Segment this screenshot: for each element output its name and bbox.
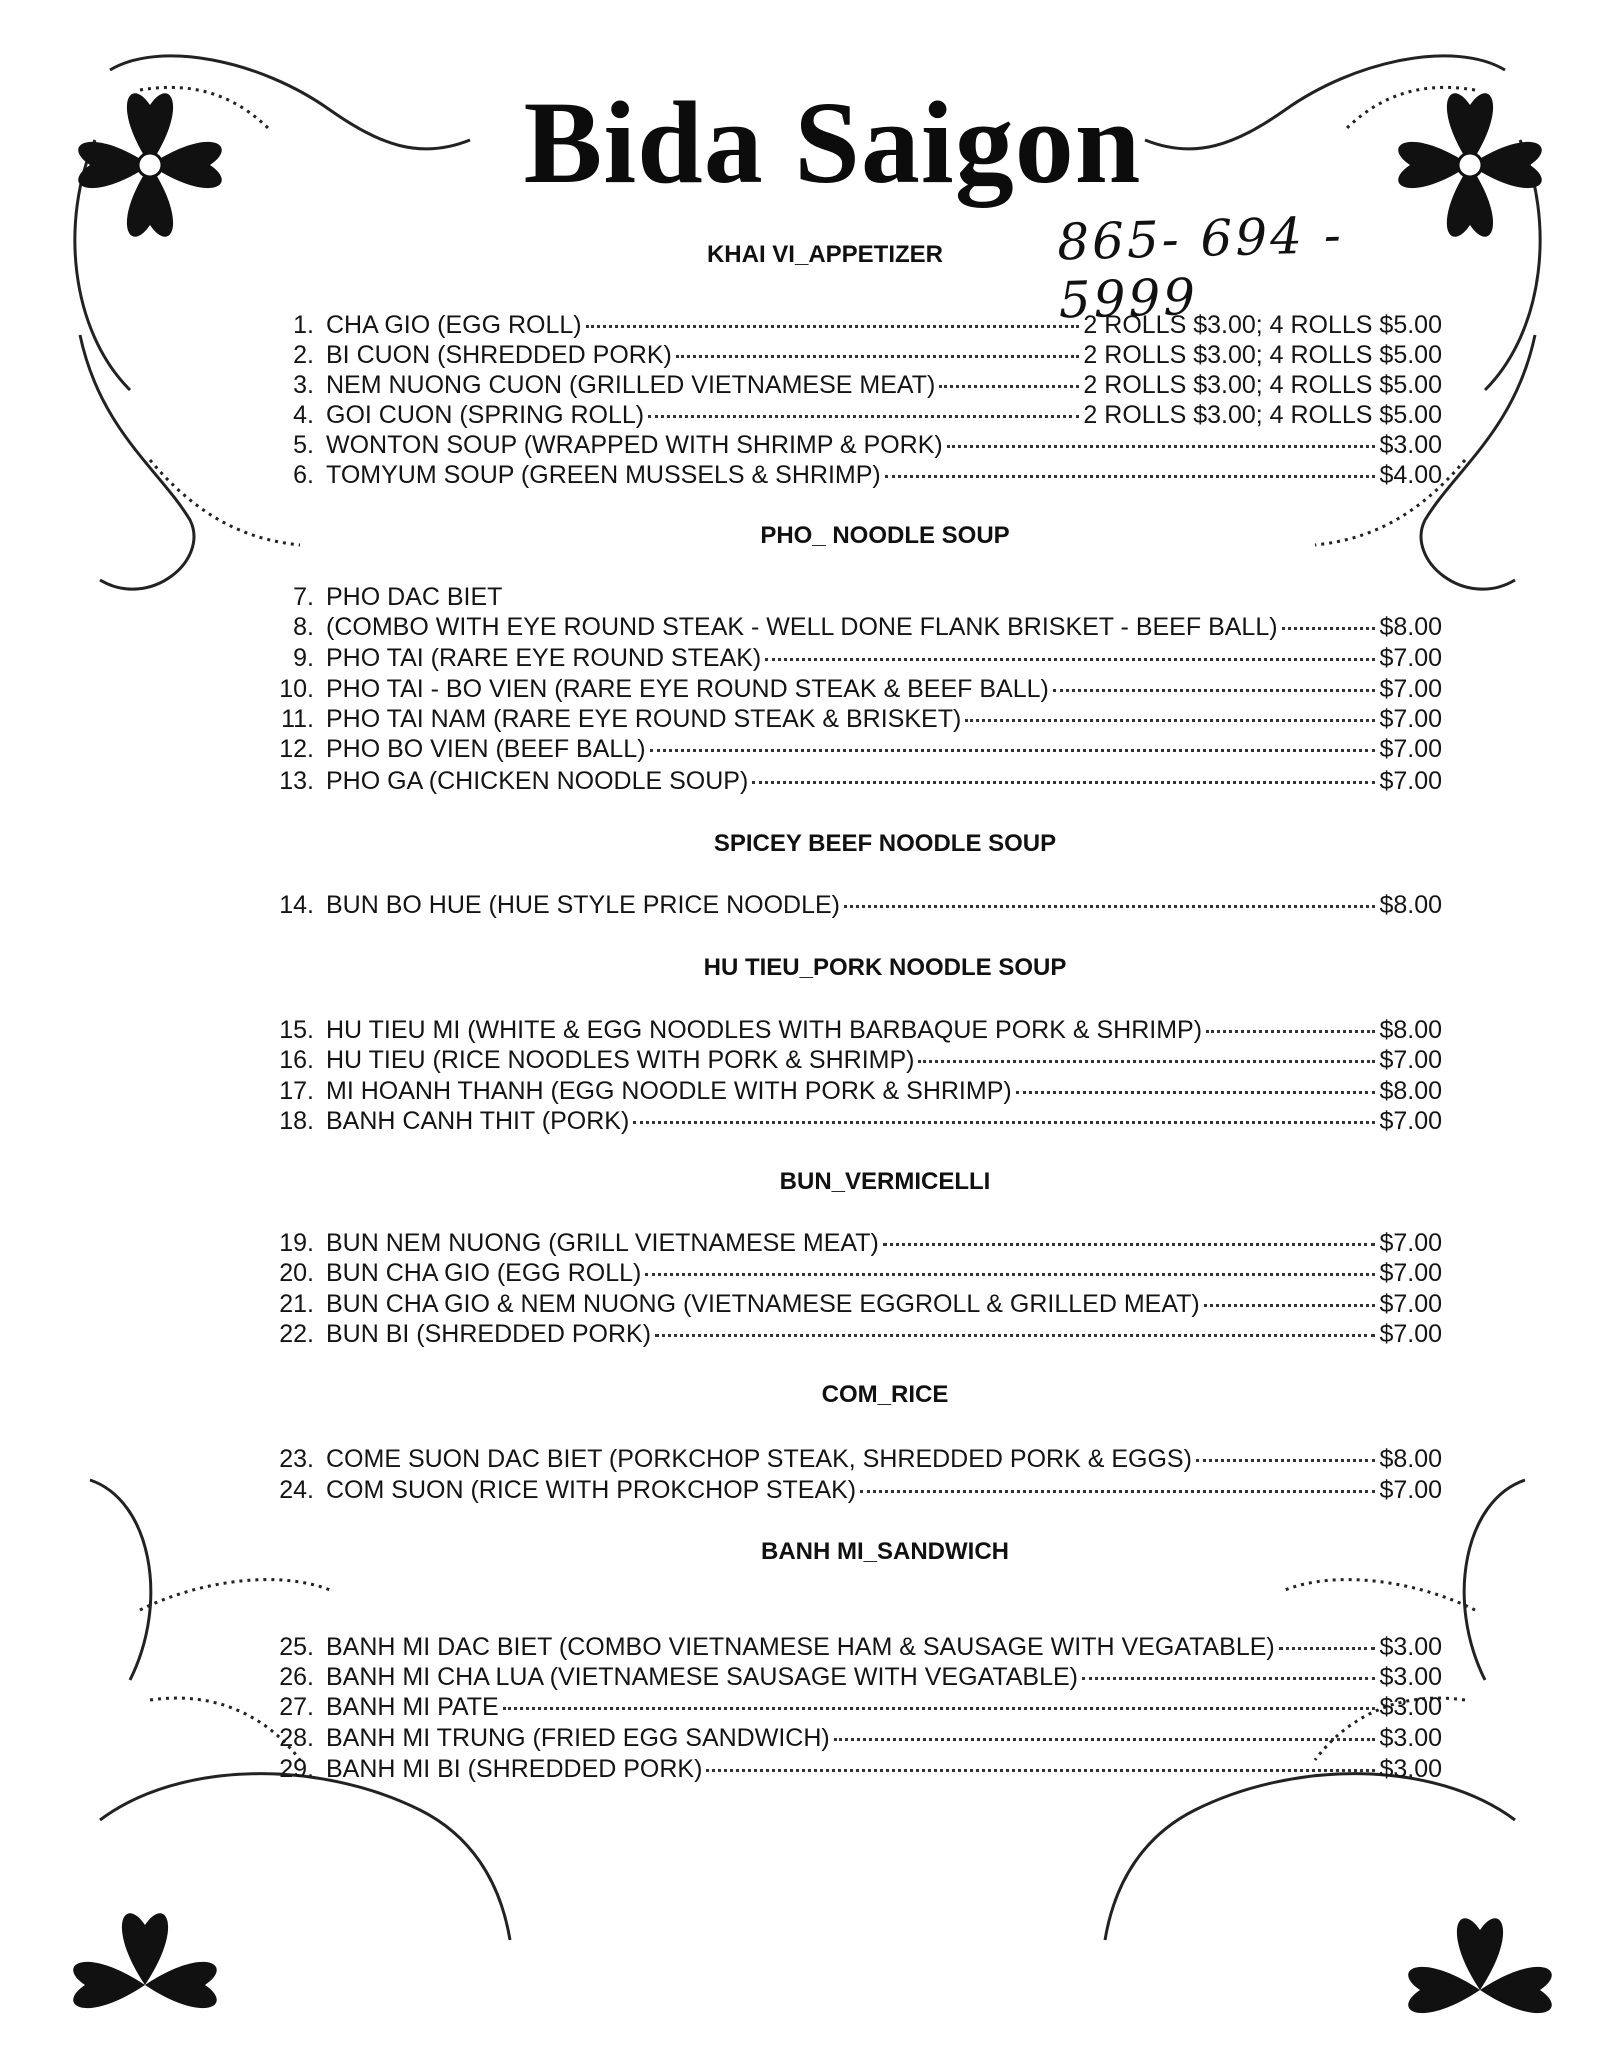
item-number: 7. xyxy=(293,583,314,611)
item-price: $3.00 xyxy=(1379,1724,1442,1752)
item-price: $7.00 xyxy=(1379,1259,1442,1287)
menu-item xyxy=(268,674,1442,704)
section-title-com: COM_RICE xyxy=(821,1381,949,1408)
restaurant-name xyxy=(0,77,1615,208)
item-name: (COMBO WITH EYE ROUND STEAK - WELL DONE FLANK BRISKET - BEEF BALL) xyxy=(326,613,1278,641)
item-name: BUN CHA GIO & NEM NUONG (VIETNAMESE EGGROLL & GRILLED MEAT) xyxy=(326,1290,1200,1318)
leader-dots xyxy=(586,325,1080,328)
item-number: 2. xyxy=(293,341,314,369)
menu-item xyxy=(268,1632,1442,1662)
leader-dots xyxy=(1082,1677,1375,1680)
item-number: 11. xyxy=(281,705,314,733)
menu-item xyxy=(268,1289,1442,1319)
item-number: 25. xyxy=(279,1633,314,1661)
item-number: 6. xyxy=(293,461,314,489)
item-price: 2 ROLLS $3.00; 4 ROLLS $5.00 xyxy=(1083,311,1442,339)
menu-item xyxy=(268,734,1442,764)
item-price: $8.00 xyxy=(1379,1016,1442,1044)
section-title-pho: PHO_ NOODLE SOUP xyxy=(760,522,1010,549)
item-name: BI CUON (SHREDDED PORK) xyxy=(326,341,672,369)
item-name: GOI CUON (SPRING ROLL) xyxy=(326,401,645,429)
leader-dots xyxy=(885,475,1376,478)
menu-item xyxy=(268,1754,1442,1784)
item-name: BUN BO HUE (HUE STYLE PRICE NOODLE) xyxy=(326,891,840,919)
section-title-banh-mi: BANH MI_SANDWICH xyxy=(761,1538,1009,1565)
menu-item xyxy=(268,1045,1442,1075)
item-number: 16. xyxy=(279,1046,314,1074)
item-number: 28. xyxy=(279,1724,314,1752)
item-number: 13. xyxy=(279,767,314,795)
item-price: $7.00 xyxy=(1379,705,1442,733)
leader-dots xyxy=(752,781,1375,784)
item-number: 14. xyxy=(279,891,314,919)
menu-item xyxy=(268,1662,1442,1692)
leader-dots xyxy=(706,1769,1375,1772)
item-price: $8.00 xyxy=(1379,891,1442,919)
menu-item xyxy=(268,704,1442,734)
item-number: 27. xyxy=(279,1693,314,1721)
leader-dots xyxy=(650,749,1376,752)
menu-item xyxy=(268,400,1442,430)
menu-item xyxy=(268,1106,1442,1136)
item-name: WONTON SOUP (WRAPPED WITH SHRIMP & PORK) xyxy=(326,431,943,459)
leader-dots xyxy=(633,1121,1375,1124)
item-name: BANH MI CHA LUA (VIETNAMESE SAUSAGE WITH VEGATABLE) xyxy=(326,1663,1079,1691)
item-name: HU TIEU MI (WHITE & EGG NOODLES WITH BARBAQUE PORK & SHRIMP) xyxy=(326,1016,1203,1044)
menu-item xyxy=(268,1228,1442,1258)
menu-item xyxy=(268,1076,1442,1106)
section-title-bun: BUN_VERMICELLI xyxy=(779,1168,991,1195)
leader-dots xyxy=(645,1273,1375,1276)
leader-dots xyxy=(1206,1030,1375,1033)
item-name: BUN CHA GIO (EGG ROLL) xyxy=(326,1259,642,1287)
item-name: TOMYUM SOUP (GREEN MUSSELS & SHRIMP) xyxy=(326,461,881,489)
item-name: MI HOANH THANH (EGG NOODLE WITH PORK & SHRIMP) xyxy=(326,1077,1012,1105)
leader-dots xyxy=(1279,1647,1376,1650)
item-price: $3.00 xyxy=(1379,1693,1442,1721)
menu-item xyxy=(268,1319,1442,1349)
item-name: BANH MI PATE xyxy=(326,1693,499,1721)
item-name: PHO DAC BIET xyxy=(326,583,503,611)
item-number: 23. xyxy=(279,1445,314,1473)
item-price: $3.00 xyxy=(1379,1663,1442,1691)
item-price: $7.00 xyxy=(1379,644,1442,672)
menu-item xyxy=(268,612,1442,642)
leader-dots xyxy=(1016,1091,1376,1094)
item-number: 20. xyxy=(279,1259,314,1287)
item-number: 1. xyxy=(293,311,314,339)
leader-dots xyxy=(655,1334,1375,1337)
item-name: NEM NUONG CUON (GRILLED VIETNAMESE MEAT) xyxy=(326,371,936,399)
menu-item xyxy=(268,1444,1442,1474)
item-name: PHO TAI (RARE EYE ROUND STEAK) xyxy=(326,644,762,672)
item-price: $3.00 xyxy=(1379,431,1442,459)
item-price: $3.00 xyxy=(1379,1633,1442,1661)
item-price: 2 ROLLS $3.00; 4 ROLLS $5.00 xyxy=(1083,401,1442,429)
leader-dots xyxy=(1053,689,1376,692)
menu-item xyxy=(268,1258,1442,1288)
section-title-hu-tieu: HU TIEU_PORK NOODLE SOUP xyxy=(703,954,1067,981)
menu-item xyxy=(268,430,1442,460)
item-price: 2 ROLLS $3.00; 4 ROLLS $5.00 xyxy=(1083,371,1442,399)
item-price: $7.00 xyxy=(1379,735,1442,763)
item-price: $7.00 xyxy=(1379,1290,1442,1318)
menu-item xyxy=(268,890,1442,920)
item-price: $7.00 xyxy=(1379,1320,1442,1348)
item-name: BANH MI DAC BIET (COMBO VIETNAMESE HAM & SAUSAGE WITH VEGATABLE) xyxy=(326,1633,1275,1661)
item-price: $4.00 xyxy=(1379,461,1442,489)
item-number: 3. xyxy=(293,371,314,399)
menu-item xyxy=(268,340,1442,370)
item-price: $7.00 xyxy=(1379,675,1442,703)
leader-dots xyxy=(844,905,1375,908)
leader-dots xyxy=(834,1738,1376,1741)
menu-item xyxy=(268,1692,1442,1722)
item-number: 12. xyxy=(279,735,314,763)
item-price: $8.00 xyxy=(1379,613,1442,641)
leader-dots xyxy=(918,1060,1375,1063)
item-number: 9. xyxy=(293,644,314,672)
menu-item xyxy=(268,1723,1442,1753)
item-name: PHO TAI - BO VIEN (RARE EYE ROUND STEAK & BEEF BALL) xyxy=(326,675,1049,703)
leader-dots xyxy=(1204,1304,1376,1307)
item-number: 4. xyxy=(293,401,314,429)
item-price: $8.00 xyxy=(1379,1077,1442,1105)
item-number: 18. xyxy=(279,1107,314,1135)
item-name: BANH CANH THIT (PORK) xyxy=(326,1107,630,1135)
leader-dots xyxy=(965,719,1375,722)
leader-dots xyxy=(883,1243,1376,1246)
menu-item xyxy=(268,643,1442,673)
menu-item xyxy=(268,1475,1442,1505)
item-number: 15. xyxy=(279,1016,314,1044)
menu-item xyxy=(268,1015,1442,1045)
leader-dots xyxy=(676,355,1080,358)
section-title-appetizer: KHAI VI_APPETIZER xyxy=(706,241,944,268)
leader-dots xyxy=(939,385,1079,388)
item-number: 19. xyxy=(279,1229,314,1257)
item-name: PHO BO VIEN (BEEF BALL) xyxy=(326,735,646,763)
item-name: PHO TAI NAM (RARE EYE ROUND STEAK & BRISKET) xyxy=(326,705,962,733)
item-number: 24. xyxy=(279,1476,314,1504)
item-number: 5. xyxy=(293,431,314,459)
leader-dots xyxy=(648,415,1079,418)
item-price: $7.00 xyxy=(1379,1229,1442,1257)
item-number: 10. xyxy=(279,675,314,703)
item-name: PHO GA (CHICKEN NOODLE SOUP) xyxy=(326,767,749,795)
item-price: $7.00 xyxy=(1379,767,1442,795)
item-number: 26. xyxy=(279,1663,314,1691)
menu-item xyxy=(268,370,1442,400)
item-name: HU TIEU (RICE NOODLES WITH PORK & SHRIMP) xyxy=(326,1046,915,1074)
menu-item xyxy=(268,766,1442,796)
item-price: $7.00 xyxy=(1379,1046,1442,1074)
item-number: 22. xyxy=(279,1320,314,1348)
item-name: CHA GIO (EGG ROLL) xyxy=(326,311,582,339)
menu-item xyxy=(268,460,1442,490)
item-price: 2 ROLLS $3.00; 4 ROLLS $5.00 xyxy=(1083,341,1442,369)
item-name: COME SUON DAC BIET (PORKCHOP STEAK, SHREDDED PORK & EGGS) xyxy=(326,1445,1192,1473)
item-name: BUN NEM NUONG (GRILL VIETNAMESE MEAT) xyxy=(326,1229,879,1257)
item-price: $3.00 xyxy=(1379,1755,1442,1783)
item-name: COM SUON (RICE WITH PROKCHOP STEAK) xyxy=(326,1476,857,1504)
item-number: 8. xyxy=(293,613,314,641)
item-number: 29. xyxy=(279,1755,314,1783)
item-price: $7.00 xyxy=(1379,1107,1442,1135)
leader-dots xyxy=(1196,1459,1376,1462)
item-number: 21. xyxy=(279,1290,314,1318)
menu-item xyxy=(268,582,1442,612)
leader-dots xyxy=(503,1707,1376,1710)
item-price: $7.00 xyxy=(1379,1476,1442,1504)
leader-dots xyxy=(765,658,1375,661)
leader-dots xyxy=(947,445,1376,448)
section-title-spicey-beef: SPICEY BEEF NOODLE SOUP xyxy=(713,830,1057,857)
leader-dots xyxy=(1282,627,1376,630)
leader-dots xyxy=(860,1490,1375,1493)
item-name: BANH MI BI (SHREDDED PORK) xyxy=(326,1755,703,1783)
item-price: $8.00 xyxy=(1379,1445,1442,1473)
phone-number: 865- 694 - 5999 xyxy=(1056,206,1345,330)
item-number: 17. xyxy=(279,1077,314,1105)
restaurant-name-text: Bida Saigon xyxy=(523,77,1142,208)
item-name: BUN BI (SHREDDED PORK) xyxy=(326,1320,652,1348)
item-name: BANH MI TRUNG (FRIED EGG SANDWICH) xyxy=(326,1724,830,1752)
menu-item xyxy=(268,310,1442,340)
